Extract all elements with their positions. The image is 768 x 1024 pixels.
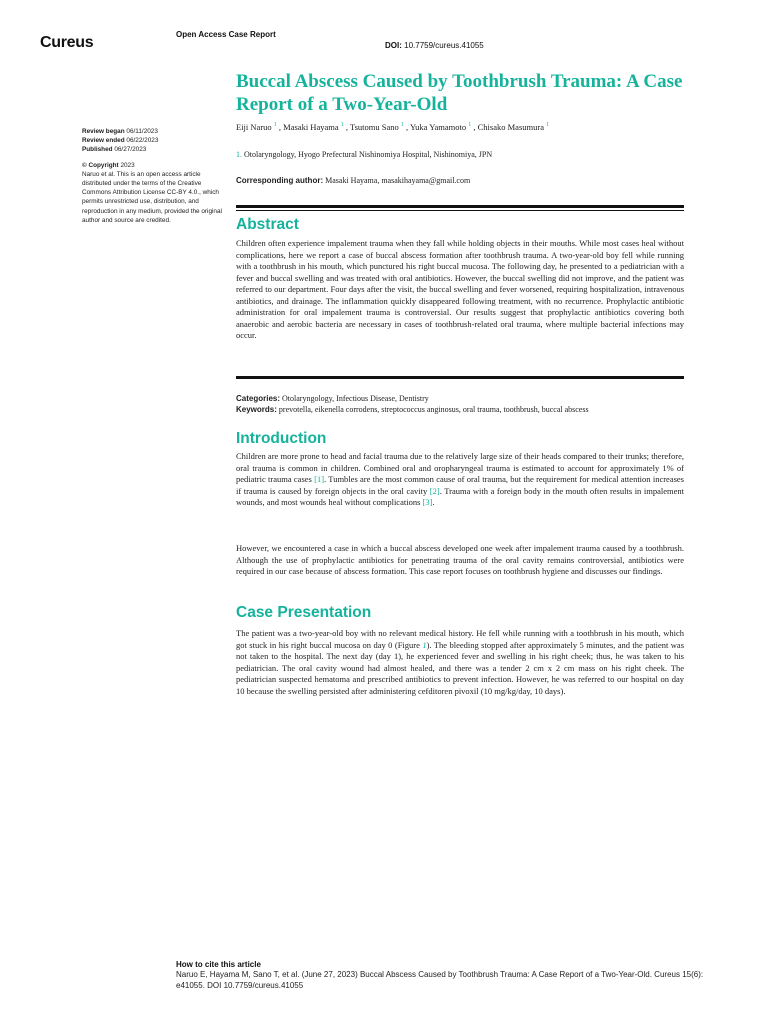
author-name[interactable]: Masaki Hayama xyxy=(283,122,339,132)
doi-value[interactable]: 10.7759/cureus.41055 xyxy=(404,41,484,50)
corresponding-value[interactable]: Masaki Hayama, masakihayama@gmail.com xyxy=(325,176,471,185)
abstract-bottom-rule xyxy=(236,376,684,379)
copyright xyxy=(82,161,222,170)
categories-label: Categories: xyxy=(236,394,281,403)
case-presentation-heading: Case Presentation xyxy=(236,604,372,621)
author-affiliation-mark: 1 xyxy=(546,122,550,129)
abstract-top-rule-thin xyxy=(236,210,684,211)
case-text: The patient was a two-year-old boy with no relevant medical history. He fell while running with a toothbrush in his mouth, which got stuck in his right buccal mucosa on day 0 (Figure xyxy=(236,628,684,650)
doi-line xyxy=(385,41,484,50)
copyright-label: © Copyright xyxy=(82,161,119,169)
categories-value: Otolaryngology, Infectious Disease, Dentistry xyxy=(282,394,429,403)
intro-text: . Trauma with a foreign body in the mouth often results in impalement wounds, and most wounds heal without complications xyxy=(236,485,684,507)
corresponding-author xyxy=(236,176,706,185)
author-affiliation-mark: 1 xyxy=(400,122,404,129)
keywords-value: prevotella, eikenella corrodens, streptococcus anginosus, oral trauma, toothbrush, buccal abscess xyxy=(278,405,589,414)
introduction-heading: Introduction xyxy=(236,430,327,447)
author-name[interactable]: Eiji Naruo xyxy=(236,122,272,132)
review-began-label: Review began xyxy=(82,128,125,135)
article-title: Buccal Abscess Caused by Toothbrush Trauma: A Case Report of a Two-Year-Old xyxy=(236,71,683,115)
reference-link[interactable]: [1] xyxy=(314,474,325,484)
introduction-paragraph-2: However, we encountered a case in which a buccal abscess developed one week after impalement trauma caused by a toothbrush. Although the use of prophylactic antibiotics for penetrating trauma of the oral cavity remains controversial, antibiotics were required in our case because of abscess formation. This case report focuses on toothbrush hygiene and discusses our findings. xyxy=(236,543,684,576)
keywords-line xyxy=(236,404,684,415)
abstract-text: Children often experience impalement trauma when they fall while holding objects in their mouths. While most cases heal without complications, here we report a case of buccal abscess formation after toothbrush trauma. A two-year-old boy fell while running with a toothbrush in his mouth, which punctured his right buccal mucosa. The following day, he presented to a pediatrician with a fever and buccal swelling and was treated with oral antibiotics. However, the buccal swelling did not improve, and the patient was referred to our department. Four days after the visit, the buccal swelling and fever worsened, requiring hospitalization, intravenous antibiotics, and drainage. The inflammation quickly disappeared following treatment, with no recurrence. Prophylactic antibiotic administration for oral impalement trauma is controversial. Our results suggest that prophylactic antibiotics covering both anaerobic and aerobic bacteria are necessary in cases of toothbrush-related oral trauma, where multiple bacterial infections may occur. xyxy=(236,238,684,340)
figure-link[interactable]: 1 xyxy=(422,639,427,650)
review-ended xyxy=(82,136,222,145)
published xyxy=(82,145,222,154)
article-sidebar xyxy=(82,127,222,225)
abstract-heading: Abstract xyxy=(236,216,299,233)
keywords-label: Keywords: xyxy=(236,405,277,414)
introduction-paragraph-1 xyxy=(236,451,684,509)
author-affiliation-mark: 1 xyxy=(340,122,344,129)
reference-link[interactable]: [3] xyxy=(422,497,433,507)
doc-type-label: Open Access Case Report xyxy=(176,30,276,39)
categories-line xyxy=(236,393,684,404)
cite-heading: How to cite this article xyxy=(176,960,261,969)
author-affiliation-mark: 1 xyxy=(468,122,472,129)
author-name[interactable]: Tsutomu Sano xyxy=(349,122,399,132)
intro-text: Children are more prone to head and facial trauma due to the relatively large size of their heads compared to their trunks; therefore, oral trauma is common in children. Combined oral and oropharyngeal trauma is estimated to account for approximately 1% of pediatric trauma cases xyxy=(236,451,684,484)
affiliation-number: 1. xyxy=(236,150,242,159)
author-list: Eiji Naruo $^1$ , Masaki Hayama $^1$ , Tsutomu Sano $^1$ , Yuka Yamamoto $^1$ , Chisako Masumura $^1$ xyxy=(236,122,550,132)
author-affiliation-mark: 1 xyxy=(273,122,277,129)
affiliation xyxy=(236,150,706,159)
reference-link[interactable]: [2] xyxy=(429,485,440,496)
affiliation-text: Otolaryngology, Hyogo Prefectural Nishinomiya Hospital, Nishinomiya, JPN xyxy=(244,150,493,159)
journal-logo[interactable]: Cureus xyxy=(40,34,94,51)
corresponding-label: Corresponding author: xyxy=(236,176,324,185)
author-name[interactable]: Yuka Yamamoto xyxy=(409,122,467,132)
published-label: Published xyxy=(82,146,113,154)
review-ended-date: 06/22/2023 xyxy=(126,137,159,145)
case-text: ). The bleeding stopped after approximately 5 minutes, and the patient was not taken to the hospital. The next day (day 1), he experienced fever and swelling in his right cheek; thus, he was taken to his pediatrician. The oral cavity wound had almost healed, and there was a tender 2 cm x 2 cm mass on his right cheek. The pediatrician suspected hematoma and prescribed antibiotics to prevent infection. However, he was referred to our hospital on day 10 because the swelling persisted after administering cefditoren pivoxil (10 mg/kg/day, 10 days). xyxy=(236,639,684,696)
review-began xyxy=(82,127,222,136)
author-name[interactable]: Chisako Masumura xyxy=(477,122,544,132)
citation-text: Naruo E, Hayama M, Sano T, et al. (June 27, 2023) Buccal Abscess Caused by Toothbrush Trauma: A Case Report of a Two-Year-Old. Cureus 15(6): e41055. DOI 10.7759/cureus.41055 xyxy=(176,970,704,990)
copyright-year: 2023 xyxy=(120,161,135,169)
abstract-top-rule xyxy=(236,205,684,208)
intro-text: . Tumbles are the most common cause of oral trauma, but the requirement for medical attention increases if trauma is caused by foreign objects in the oral cavity xyxy=(236,474,684,496)
case-paragraph-1 xyxy=(236,628,684,697)
review-ended-label: Review ended xyxy=(82,137,125,145)
license-text: Naruo et al. This is an open access article distributed under the terms of the Creative Commons Attribution License CC-BY 4.0., which permits unrestricted use, distribution, and reproduction in any medium, provided the original author and source are credited. xyxy=(82,170,222,224)
published-date: 06/27/2023 xyxy=(114,146,147,154)
intro-text: . xyxy=(432,497,435,507)
doi-label: DOI: xyxy=(385,41,402,50)
review-began-date: 06/11/2023 xyxy=(126,128,158,135)
